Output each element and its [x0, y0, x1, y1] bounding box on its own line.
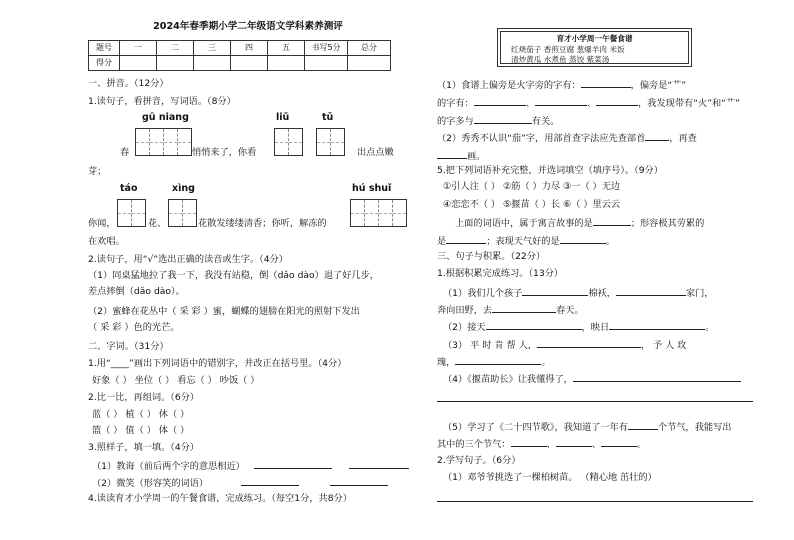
sentence-text: 悄悄来了，你看 [192, 147, 257, 158]
answer-blank[interactable] [609, 320, 705, 330]
section-heading: 二、字词。（31分） [88, 341, 169, 352]
question-text: 瑰， [437, 357, 456, 368]
sentence-text: 花、 [148, 218, 167, 229]
sentence-text: 花散发缕缕清香；你听，解冻的 [198, 218, 327, 229]
answer-blank[interactable] [455, 355, 541, 365]
answer-blank[interactable] [511, 437, 547, 447]
pinyin: gū niang [142, 112, 189, 123]
score-cell[interactable] [268, 56, 305, 71]
answer-blank[interactable] [254, 459, 332, 469]
question-text: （ 采 彩 ）色的光芒。 [88, 322, 180, 333]
question-text [92, 459, 409, 473]
question-text: 。 [541, 357, 551, 368]
question-line [437, 234, 615, 248]
question-text: 。 [636, 439, 647, 450]
writing-grid[interactable] [117, 199, 146, 227]
question-text: 1.根据积累完成练习。（13分） [437, 268, 564, 279]
question-text: 有关。 [531, 116, 560, 127]
question-text: （3） 平 时 肯 帮 人， [443, 340, 537, 351]
sentence-text: 芽； [88, 166, 107, 177]
question-text: 其中的三个节气： [437, 439, 511, 450]
question-text: 5.把下列词语补充完整，并选词填空（填序号）。（9分） [437, 165, 663, 176]
score-header-cell: 总分 [348, 41, 391, 56]
question-text: （1）食谱上偏旁是火字旁的字有： [437, 80, 581, 91]
score-cell[interactable] [348, 56, 391, 71]
question-line [437, 131, 697, 145]
word-row: 蓝（ ） 植（ ） 休（ ） [92, 409, 190, 420]
question-text: ， 予 人 玫 [640, 340, 687, 351]
answer-blank[interactable] [537, 338, 641, 348]
question-text: 个节气，我能写出 [658, 422, 732, 433]
question-line [437, 114, 559, 128]
answer-blank[interactable] [437, 392, 753, 402]
word-row: 好象（ ） 坐位（ ） 看忘（ ） 吵饭（ ） [92, 375, 260, 386]
answer-blank[interactable] [616, 286, 686, 296]
answer-blank[interactable] [593, 216, 631, 226]
question-text: （5）学习了《二十四节歌》，我知道了一年有 [443, 422, 628, 433]
question-text: （1）我们几个孩子 [443, 288, 523, 299]
question-text: （4）《揠苗助长》让我懂得了， [443, 374, 573, 385]
question-text: 。 [605, 236, 615, 247]
question-text: 的字有： [437, 98, 474, 109]
answer-blank[interactable] [349, 459, 409, 469]
answer-blank[interactable] [596, 96, 638, 106]
lunch-menu-box [497, 28, 692, 67]
question-line [443, 372, 741, 386]
word-row: 篮（ ） 值（ ） 体（ ） [92, 425, 190, 436]
question-text: （2）秀秀不认识“茄”字，用部首查字法应先查部首 [437, 133, 646, 144]
score-header-cell: 书写5分 [305, 41, 348, 56]
question-text: 上面的词语中，属于寓言故事的是 [455, 218, 593, 229]
sentence-text: 出点点嫩 [357, 147, 394, 158]
word-row: ④恋恋不（ ） ⑤揠苗（ ）长 ⑥（ ）里云云 [443, 199, 621, 210]
score-cell[interactable] [231, 56, 268, 71]
menu-row: 红烧茄子 香煎豆腐 葱爆羊肉 米饭 [511, 45, 625, 54]
question-line [437, 492, 753, 506]
answer-blank[interactable] [474, 114, 532, 124]
question-line [455, 216, 704, 230]
answer-blank[interactable] [628, 420, 658, 430]
question-line: 的字有： 、 、 ，我发现带有“火”和“艹” [437, 98, 740, 109]
answer-blank[interactable] [330, 476, 388, 486]
question-line [437, 303, 584, 317]
question-text: 1.用“____”画出下列词语中的错别字，并改正在括号里。（4分） [88, 358, 347, 369]
answer-blank[interactable] [535, 96, 587, 106]
question-text: 2.学写句子。（6分） [437, 455, 521, 466]
question-text: ，偏旁是“艹” [630, 80, 687, 91]
question-text: （2）接天 [443, 322, 486, 333]
answer-blank[interactable] [241, 476, 299, 486]
question-text: 4.读读育才小学周一的午餐食谱，完成练习。（每空1分，共8分） [88, 493, 352, 504]
menu-row: 清炒黄瓜 水煮鱼 蒸饺 紫菜汤 [511, 55, 610, 64]
question-line [443, 320, 714, 334]
question-text: 棉袄， [588, 288, 616, 299]
score-header-cell: 五 [268, 41, 305, 56]
score-header-cell: 题号 [89, 41, 120, 56]
score-cell[interactable] [120, 56, 157, 71]
question-text: 、 [546, 439, 556, 450]
question-text: ，再查 [669, 133, 697, 144]
question-text: （2）微笑（形容笑的词语） [92, 478, 209, 489]
question-line [443, 338, 686, 352]
question-text: 是 [437, 236, 447, 247]
lunch-menu-inner [500, 31, 689, 64]
score-header-cell: 三 [194, 41, 231, 56]
question-text: 。 [705, 322, 715, 333]
question-line [443, 420, 732, 434]
question-text: ；形容极其劳累的 [630, 218, 705, 229]
question-text: 2.读句子，用“√”选出正确的读音或生字。（4分） [88, 254, 288, 265]
score-header-cell: 二 [157, 41, 194, 56]
question-text: ，映日 [581, 322, 610, 333]
sentence-text: 春 [120, 147, 130, 158]
menu-title: 育才小学周一午餐食谱 [556, 34, 633, 43]
score-cell[interactable] [157, 56, 194, 71]
question-line [437, 355, 551, 369]
score-header-cell: 一 [120, 41, 157, 56]
answer-blank[interactable] [601, 437, 637, 447]
answer-blank[interactable] [522, 286, 588, 296]
writing-grid[interactable] [135, 128, 192, 156]
answer-blank[interactable] [560, 234, 606, 244]
score-cell[interactable] [194, 56, 231, 71]
question-text: 1.读句子，看拼音，写词语。（8分） [88, 96, 236, 107]
score-table [88, 40, 391, 71]
answer-blank[interactable] [474, 96, 526, 106]
question-line [443, 286, 713, 300]
sentence-text: 在欢唱。 [88, 236, 125, 247]
answer-blank[interactable] [446, 234, 486, 244]
question-line [437, 437, 646, 451]
section-heading: 三、句子与积累。（22分） [437, 251, 546, 262]
pinyin: táo [120, 183, 138, 194]
question-text: （1）邓爷爷挑选了一棵柏树苗。 （精心地 茁壮的） [443, 472, 657, 483]
answer-blank[interactable] [645, 131, 669, 141]
answer-blank[interactable] [556, 437, 592, 447]
answer-blank[interactable] [581, 78, 631, 88]
exam-title: 2024年春季期小学二年级语文学科素养测评 [153, 21, 343, 32]
pinyin: xìng [172, 183, 195, 194]
question-text: 画。 [467, 151, 486, 162]
question-text: （1）同桌猛地拉了我一下，我没有站稳，倒（dǎo dào）退了好几步， [88, 270, 379, 281]
question-text: ，我发现带有“火”和“艹” [638, 98, 740, 109]
answer-blank[interactable] [486, 320, 582, 330]
question-text: 3.照样子，填一填。（4分） [88, 442, 200, 453]
question-text: 春天。 [556, 305, 584, 316]
answer-blank[interactable] [437, 149, 467, 159]
pinyin: hú shuǐ [352, 183, 392, 194]
question-line [437, 392, 753, 406]
section-heading: 一、拼音。（12分） [88, 78, 169, 89]
question-line [437, 149, 485, 163]
question-text: 奔向田野，去 [437, 305, 493, 316]
writing-grid[interactable] [274, 128, 303, 156]
question-text: 2.比一比，再组词。（6分） [88, 392, 200, 403]
answer-blank[interactable] [492, 303, 556, 313]
sentence-text: 你闻， [88, 218, 116, 229]
score-header-cell: 四 [231, 41, 268, 56]
question-text: 家门， [685, 288, 714, 299]
question-text: 的字多与 [437, 116, 474, 127]
answer-blank[interactable] [573, 372, 741, 382]
score-row-label: 得分 [89, 56, 120, 71]
question-text: 差点摔倒（dǎo dào）。 [88, 286, 185, 297]
question-text: 、 [591, 439, 601, 450]
question-line [437, 78, 686, 92]
score-cell[interactable] [305, 56, 348, 71]
writing-grid[interactable] [316, 128, 345, 156]
question-text: （1）教诲（前后两个字的意思相近） [92, 461, 245, 472]
writing-grid[interactable] [168, 199, 197, 227]
word-row: ①引人注（ ） ②筋（ ）力尽 ③一（ ）无边 [443, 181, 621, 192]
question-text: ；表现天气好的是 [486, 236, 560, 247]
question-text: （2）蜜蜂在花丛中（ 采 彩 ）蜜，蝴蝶的翅膀在阳光的照射下发出 [88, 306, 360, 317]
writing-grid[interactable] [350, 199, 407, 227]
pinyin: tǔ [322, 112, 334, 123]
question-text [92, 476, 388, 490]
answer-blank[interactable] [437, 492, 753, 502]
pinyin: liǔ [276, 112, 290, 123]
